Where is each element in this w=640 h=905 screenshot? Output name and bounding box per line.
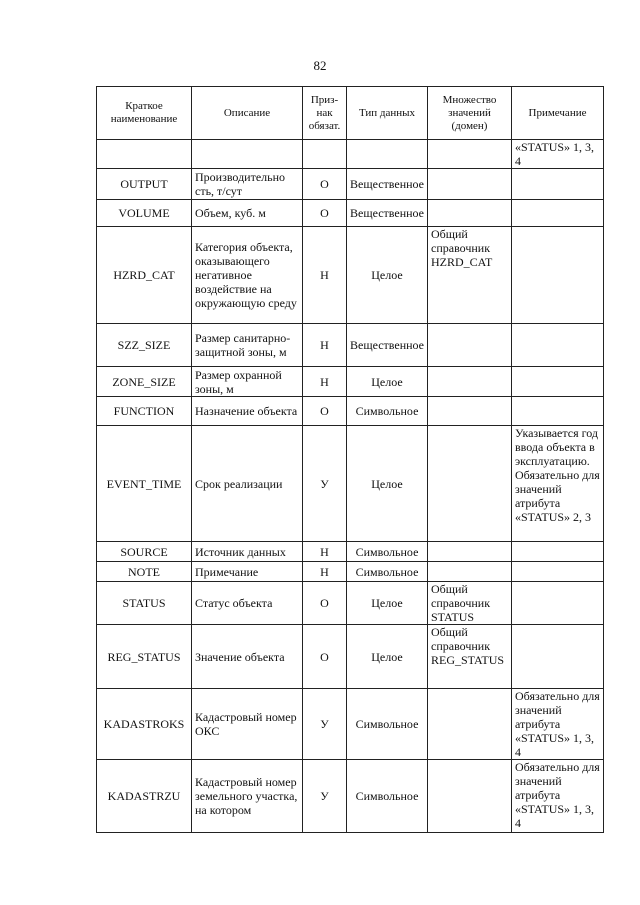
- cell-required: Н: [303, 367, 347, 397]
- table-row: [97, 625, 604, 689]
- attribute-table: [96, 86, 604, 833]
- table-row: [97, 562, 604, 582]
- cell-data-type: Символьное: [347, 760, 428, 833]
- cell-short-name: STATUS: [97, 582, 192, 625]
- cell-note: [512, 542, 604, 562]
- page-number: 82: [313, 58, 327, 73]
- table-row: [97, 397, 604, 426]
- cell-required: Н: [303, 227, 347, 324]
- cell-note: [512, 397, 604, 426]
- cell-required: О: [303, 625, 347, 689]
- cell-required: Н: [303, 562, 347, 582]
- cell-description: Срок реализации: [192, 426, 303, 542]
- table-row: [97, 689, 604, 760]
- cell-description: [192, 140, 303, 169]
- cell-data-type: Символьное: [347, 689, 428, 760]
- table-row: [97, 140, 604, 169]
- cell-domain: [428, 562, 512, 582]
- cell-required: Н: [303, 542, 347, 562]
- header-required: Приз-нак обязат.: [303, 87, 347, 140]
- cell-domain: [428, 140, 512, 169]
- cell-data-type: Целое: [347, 367, 428, 397]
- cell-domain: [428, 689, 512, 760]
- table-row: [97, 324, 604, 367]
- cell-data-type: Символьное: [347, 562, 428, 582]
- cell-domain: [428, 760, 512, 833]
- cell-domain: [428, 169, 512, 200]
- cell-note: [512, 324, 604, 367]
- header-description: Описание: [192, 87, 303, 140]
- cell-required: У: [303, 689, 347, 760]
- cell-domain: [428, 426, 512, 542]
- cell-short-name: OUTPUT: [97, 169, 192, 200]
- cell-description: Статус объекта: [192, 582, 303, 625]
- cell-data-type: Целое: [347, 625, 428, 689]
- cell-note: «STATUS» 1, 3, 4: [512, 140, 604, 169]
- cell-data-type: Символьное: [347, 542, 428, 562]
- cell-required: О: [303, 582, 347, 625]
- cell-short-name: [97, 140, 192, 169]
- header-domain: Множество значений (домен): [428, 87, 512, 140]
- cell-short-name: FUNCTION: [97, 397, 192, 426]
- cell-description: Назначение объекта: [192, 397, 303, 426]
- cell-note: [512, 562, 604, 582]
- cell-description: Значение объекта: [192, 625, 303, 689]
- cell-short-name: NOTE: [97, 562, 192, 582]
- cell-data-type: [347, 140, 428, 169]
- cell-note: [512, 625, 604, 689]
- cell-description: Размер охранной зоны, м: [192, 367, 303, 397]
- table-header-row: [97, 87, 604, 140]
- cell-short-name: REG_STATUS: [97, 625, 192, 689]
- cell-short-name: KADASTRZU: [97, 760, 192, 833]
- cell-note: Обязательно для значений атрибута «STATUS» 1, 3, 4: [512, 760, 604, 833]
- cell-description: Примечание: [192, 562, 303, 582]
- cell-domain: Общий справочник STATUS: [428, 582, 512, 625]
- table-row: [97, 367, 604, 397]
- header-short-name: Краткое наименование: [97, 87, 192, 140]
- cell-required: О: [303, 397, 347, 426]
- cell-note: Обязательно для значений атрибута «STATUS» 1, 3, 4: [512, 689, 604, 760]
- cell-description: Кадастровый номер земельного участка, на котором: [192, 760, 303, 833]
- cell-note: [512, 367, 604, 397]
- header-data-type: Тип данных: [347, 87, 428, 140]
- cell-note: Указывается год ввода объекта в эксплуатацию. Обязательно для значений атрибута «STATUS» 2, 3: [512, 426, 604, 542]
- cell-required: Н: [303, 324, 347, 367]
- cell-description: Производительно сть, т/сут: [192, 169, 303, 200]
- cell-domain: Общий справочник REG_STATUS: [428, 625, 512, 689]
- cell-domain: [428, 324, 512, 367]
- cell-required: О: [303, 169, 347, 200]
- cell-note: [512, 200, 604, 227]
- cell-short-name: HZRD_CAT: [97, 227, 192, 324]
- cell-data-type: Вещественное: [347, 169, 428, 200]
- table-row: [97, 169, 604, 200]
- cell-data-type: Вещественное: [347, 324, 428, 367]
- cell-description: Источник данных: [192, 542, 303, 562]
- table-row: [97, 200, 604, 227]
- cell-description: Размер санитарно-защитной зоны, м: [192, 324, 303, 367]
- cell-data-type: Целое: [347, 582, 428, 625]
- cell-required: [303, 140, 347, 169]
- cell-short-name: SOURCE: [97, 542, 192, 562]
- cell-domain: Общий справочник HZRD_CAT: [428, 227, 512, 324]
- cell-note: [512, 169, 604, 200]
- cell-note: [512, 227, 604, 324]
- cell-short-name: EVENT_TIME: [97, 426, 192, 542]
- cell-data-type: Целое: [347, 426, 428, 542]
- cell-note: [512, 582, 604, 625]
- cell-required: О: [303, 200, 347, 227]
- cell-data-type: Символьное: [347, 397, 428, 426]
- table-row: [97, 227, 604, 324]
- cell-short-name: ZONE_SIZE: [97, 367, 192, 397]
- cell-domain: [428, 367, 512, 397]
- cell-short-name: KADASTROKS: [97, 689, 192, 760]
- table-row: [97, 426, 604, 542]
- table-row: [97, 582, 604, 625]
- cell-short-name: SZZ_SIZE: [97, 324, 192, 367]
- cell-data-type: Целое: [347, 227, 428, 324]
- table-row: [97, 542, 604, 562]
- cell-domain: [428, 542, 512, 562]
- cell-required: У: [303, 426, 347, 542]
- cell-description: Кадастровый номер ОКС: [192, 689, 303, 760]
- cell-required: У: [303, 760, 347, 833]
- cell-data-type: Вещественное: [347, 200, 428, 227]
- cell-domain: [428, 200, 512, 227]
- cell-description: Категория объекта, оказывающего негативное воздействие на окружающую среду: [192, 227, 303, 324]
- header-note: Примечание: [512, 87, 604, 140]
- table-row: [97, 760, 604, 833]
- cell-domain: [428, 397, 512, 426]
- cell-description: Объем, куб. м: [192, 200, 303, 227]
- cell-short-name: VOLUME: [97, 200, 192, 227]
